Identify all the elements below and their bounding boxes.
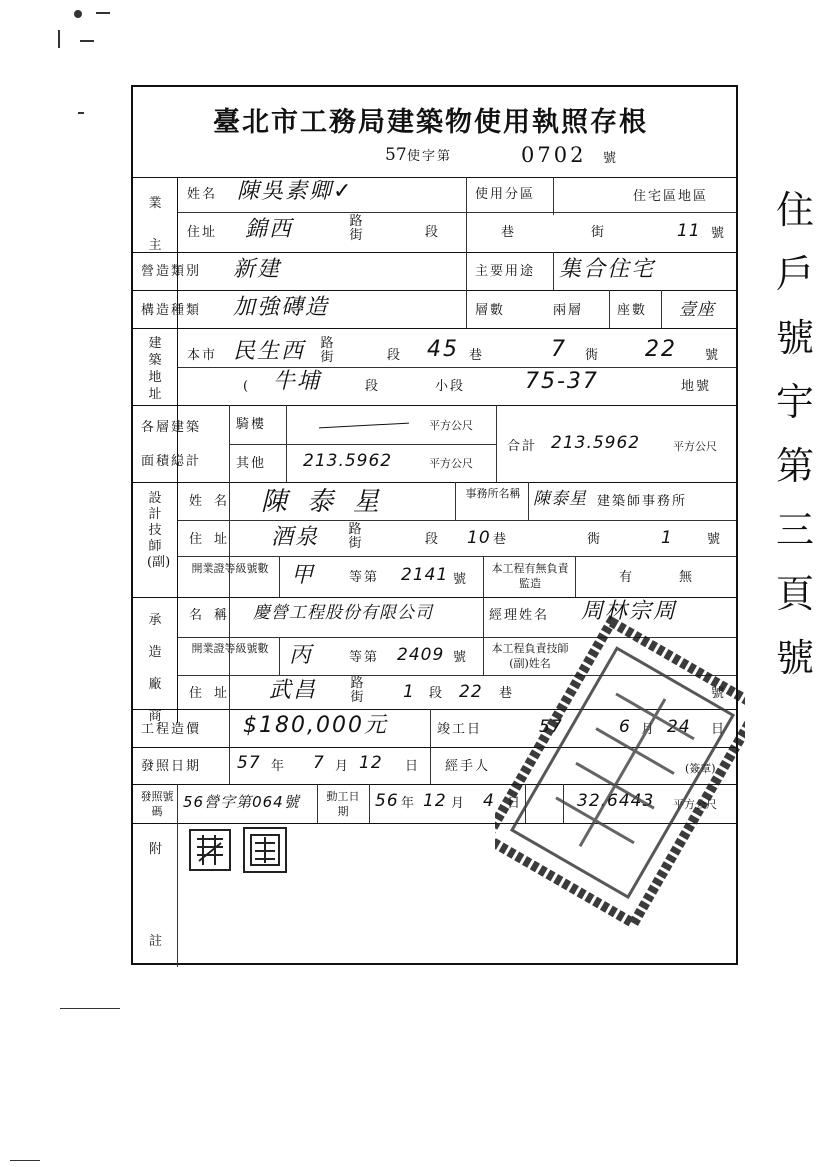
start-day: 4	[483, 791, 495, 811]
main-use-label: 主要用途	[475, 264, 536, 279]
owner-address-label: 住址	[187, 225, 218, 240]
site-alley-value: 7	[551, 337, 567, 362]
supervise-value: 有	[619, 570, 635, 585]
total-value: 213.5962	[551, 433, 641, 453]
done-day-word: 日	[711, 722, 727, 737]
scan-mark	[78, 112, 84, 114]
floors-value: 兩層	[553, 303, 584, 318]
permit-suffix: 號	[603, 151, 619, 166]
notes-label-2: 註	[149, 934, 165, 949]
designer-number-word: 號	[707, 532, 723, 547]
arcade-label: 騎樓	[236, 417, 267, 432]
owner-number-word: 號	[711, 226, 727, 241]
manager-value: 周林宗周	[581, 599, 678, 624]
land-section-word: 段	[365, 379, 381, 394]
other-unit: 平方公尺	[429, 457, 473, 470]
contractor-lane-word: 巷	[499, 686, 515, 701]
site-road-value: 民生西	[233, 339, 306, 364]
arcade-unit: 平方公尺	[429, 419, 473, 432]
contractor-name-value: 慶營工程股份有限公司	[253, 603, 433, 623]
contractor-address-label: 住址	[189, 686, 240, 701]
contractor-road-label: 路街	[350, 676, 364, 705]
site-lane-word: 巷	[469, 348, 485, 363]
owner-road-label: 路街	[349, 214, 363, 243]
manager-label: 經理姓名	[489, 608, 550, 623]
done-month: 6	[619, 717, 631, 737]
start-label: 動工日期	[326, 790, 360, 818]
form-title: 臺北市工務局建築物使用執照存根	[213, 107, 648, 138]
designer-address-label: 住址	[189, 532, 240, 547]
site-road-label: 路街	[320, 336, 334, 365]
issue-month: 7	[313, 753, 325, 773]
lot-word: 地號	[681, 379, 712, 394]
owner-lane-word: 巷	[501, 225, 517, 240]
owner-number-value: 11	[677, 221, 701, 241]
done-day: 24	[667, 717, 691, 737]
structure-value: 加強磚造	[233, 295, 330, 320]
office-suffix: 建築師事務所	[597, 494, 688, 509]
lot-value: 75-37	[525, 369, 599, 394]
designer-license-mid: 等第	[349, 570, 380, 585]
site-section-word: 段	[387, 348, 403, 363]
seal-stamp	[189, 829, 231, 871]
start-year-word: 年	[401, 796, 417, 811]
permit-prefix: 使字第	[407, 149, 453, 164]
issue-year: 57	[237, 753, 261, 773]
permit-area-value: 32.6443	[577, 791, 655, 811]
scan-mark	[58, 30, 60, 48]
structure-label: 構造種類	[141, 303, 202, 318]
seal-note: (簽章)	[685, 762, 716, 775]
start-day-word: 日	[507, 796, 523, 811]
start-month-word: 月	[451, 796, 467, 811]
seal-stamp	[243, 827, 287, 873]
scan-mark	[96, 12, 110, 14]
designer-license-no: 2141	[401, 565, 449, 585]
count-value: 壹座	[679, 300, 715, 320]
handler-label: 經手人	[445, 759, 491, 774]
start-month: 12	[423, 791, 447, 811]
contractor-section-label: 承造廠商	[148, 613, 162, 724]
issue-month-word: 月	[335, 759, 351, 774]
paren-open: (	[243, 379, 251, 394]
owner-street-word: 街	[591, 225, 607, 240]
designer-license-suffix: 號	[453, 572, 469, 587]
designer-name-label: 姓名	[189, 494, 240, 509]
issue-day: 12	[359, 753, 383, 773]
arcade-dash	[319, 423, 409, 429]
contractor-section-value: 1	[403, 682, 415, 702]
sub-section-word: 小段	[435, 379, 466, 394]
owner-section-word: 段	[425, 225, 441, 240]
designer-street-word: 衖	[587, 532, 603, 547]
owner-section-label: 業主	[148, 196, 162, 253]
contractor-license-grade: 丙	[289, 643, 314, 668]
done-label: 竣工日	[437, 722, 483, 737]
permit-form	[131, 85, 738, 965]
zone-label: 使用分區	[475, 187, 536, 202]
scan-mark	[74, 10, 82, 18]
contractor-license-mid: 等第	[349, 650, 380, 665]
issue-year-word: 年	[271, 759, 287, 774]
designer-lane-word: 巷	[493, 532, 509, 547]
designer-license-grade: 甲	[291, 563, 316, 588]
site-lane-value: 45	[427, 337, 459, 362]
done-year: 57	[539, 717, 563, 737]
site-number-value: 22	[645, 337, 677, 362]
notes-label-1: 附	[149, 842, 165, 857]
cost-value: $180,000元	[243, 713, 388, 738]
owner-road-value: 錦西	[245, 217, 294, 242]
start-year: 56	[375, 791, 399, 811]
done-month-word: 月	[641, 722, 657, 737]
city-label: 本市	[187, 348, 218, 363]
contractor-road-value: 武昌	[269, 678, 318, 703]
zone-value: 住宅區地區	[633, 189, 709, 204]
scan-mark	[60, 1008, 120, 1009]
tech-label: 本工程負責技師(副)姓名	[491, 642, 569, 670]
other-value: 213.5962	[303, 451, 393, 471]
contractor-license-no: 2409	[397, 645, 445, 665]
total-label: 合計	[507, 439, 538, 454]
issue-label: 發照日期	[141, 759, 202, 774]
supervise-suffix: 無	[679, 570, 695, 585]
office-value: 陳泰星	[533, 489, 587, 509]
supervise-label: 本工程有無負責監造	[491, 562, 569, 590]
owner-name-value: 陳吳素卿✓	[237, 179, 354, 204]
designer-name-value: 陳泰星	[261, 487, 400, 517]
seal-icon	[245, 829, 285, 871]
site-number-word: 號	[705, 348, 721, 363]
contractor-license-label: 開業證等級號數	[191, 642, 269, 655]
build-type-value: 新建	[233, 257, 282, 282]
contractor-name-label: 名稱	[189, 608, 240, 623]
area-label-2: 面積縂計	[141, 454, 202, 469]
designer-license-label: 開業證等級號數	[191, 562, 269, 575]
area-label-1: 各層建築	[141, 420, 202, 435]
scan-mark	[10, 1160, 40, 1161]
contractor-lane-value: 22	[459, 682, 483, 702]
issue-day-word: 日	[405, 759, 421, 774]
designer-number-value: 1	[661, 528, 673, 548]
owner-name-label: 姓名	[187, 187, 218, 202]
permit-area-unit: 平方公尺	[673, 798, 717, 811]
designer-section-word: 段	[425, 532, 441, 547]
land-section-value: 牛埔	[273, 369, 322, 394]
contractor-number-word: 號	[711, 686, 727, 701]
permit-label: 發照號碼	[140, 790, 174, 818]
other-label: 其他	[236, 456, 267, 471]
designer-road-value: 酒泉	[271, 525, 320, 550]
build-type-label: 營造類別	[141, 264, 202, 279]
permit-year: 57	[385, 145, 407, 165]
total-unit: 平方公尺	[673, 440, 717, 453]
designer-road-label: 路街	[348, 522, 362, 551]
contractor-license-suffix: 號	[453, 650, 469, 665]
permit-value: 56營字第064號	[183, 793, 300, 811]
site-section-label: 建築地址	[148, 336, 162, 402]
designer-lane-value: 10	[467, 528, 491, 548]
permit-number: 0702	[521, 143, 587, 167]
margin-handwritten-text: 住戶號宇第 三頁號	[776, 188, 815, 680]
site-street-word: 衖	[585, 348, 601, 363]
office-label: 事務所名稱	[465, 487, 521, 500]
designer-section-label: 設計技師(副)	[147, 491, 171, 570]
seal-icon	[191, 831, 229, 869]
floors-label: 層數	[475, 303, 506, 318]
scan-mark	[80, 40, 94, 42]
official-stamp	[495, 597, 745, 957]
count-label: 座數	[617, 303, 648, 318]
cost-label: 工程造價	[141, 722, 202, 737]
contractor-section-word: 段	[429, 686, 445, 701]
main-use-value: 集合住宅	[559, 257, 656, 282]
